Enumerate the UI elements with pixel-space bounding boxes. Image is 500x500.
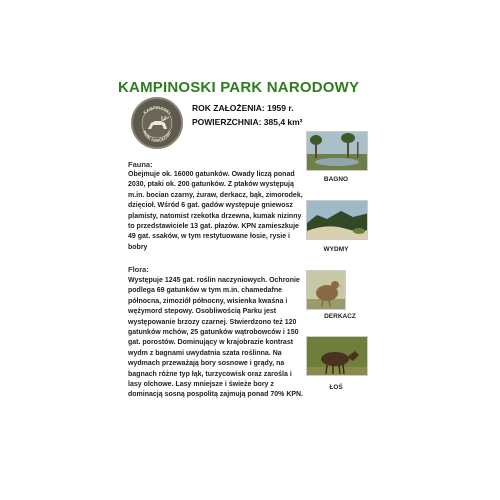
flora-heading: Flora: (128, 265, 149, 274)
fauna-heading: Fauna: (128, 160, 153, 169)
corncrake-photo (306, 270, 346, 310)
svg-text:PARK NARODOWY: PARK NARODOWY (141, 129, 173, 144)
flora-text: Występuje 1245 gat. roślin naczyniowych. Ochronie podlega 69 gatunków w tym m.in. chamedafne północna, zimoziół północny, wisienka kwaśna i wężymord stepowy. Osobliwością Parku jest występowanie brzozy czarnej. Stwierdzono też 120 gatunków mchów, 25 gatunków wątrobowców i 150 gat. porostów. Dominujący w krajobrazie kontrast wydm z bagnami uwydatnia szata roślinna. Na wydmach przeważają bory sosnowe i grądy, na bagnach różne typ łąk, turzycowisk oraz zarośla i lasy olchowe. Lasy mniejsze i świeże bory z dominacją sosną pospolitą zajmują ponad 70% KPN. (128, 277, 304, 399)
founded-label: ROK ZAŁOŻENIA: (192, 103, 265, 113)
area-label: POWIERZCHNIA: (192, 117, 262, 127)
park-facts (192, 101, 303, 129)
moose-photo (306, 336, 368, 376)
dunes-caption: WYDMY (323, 246, 349, 253)
page-title: KAMPINOSKI PARK NARODOWY (118, 79, 360, 96)
fauna-text: Obejmuje ok. 16000 gatunków. Owady liczą ponad 2030, ptaki ok. 200 gatunków. Z ptaków występują m.in. bocian czarny, żuraw, derkacz, bąk, zimorodek, dzięcioł. Wśród 6 gat. gadów występuje gniewosz plamisty, natomist rzekotka drzewna, kumak nizinny to przedstawiciele 13 gat. płazów. KPN zamieszkuje 49 gat. ssaków, w tym restytuowane łosie, rysie i bobry (128, 171, 303, 251)
svg-text:KAMPINOSKI: KAMPINOSKI (142, 104, 172, 116)
founded-value: 1959 r. (267, 103, 294, 113)
swamp-caption: BAGNO (323, 176, 349, 183)
moose-caption: ŁOŚ (329, 384, 343, 391)
area-value: 385,4 km² (263, 117, 303, 127)
corncrake-caption: DERKACZ (324, 313, 356, 320)
founded-row (192, 101, 303, 115)
dunes-photo (306, 200, 368, 240)
park-emblem-icon (131, 97, 183, 149)
swamp-photo (306, 131, 368, 171)
area-row (192, 115, 303, 129)
